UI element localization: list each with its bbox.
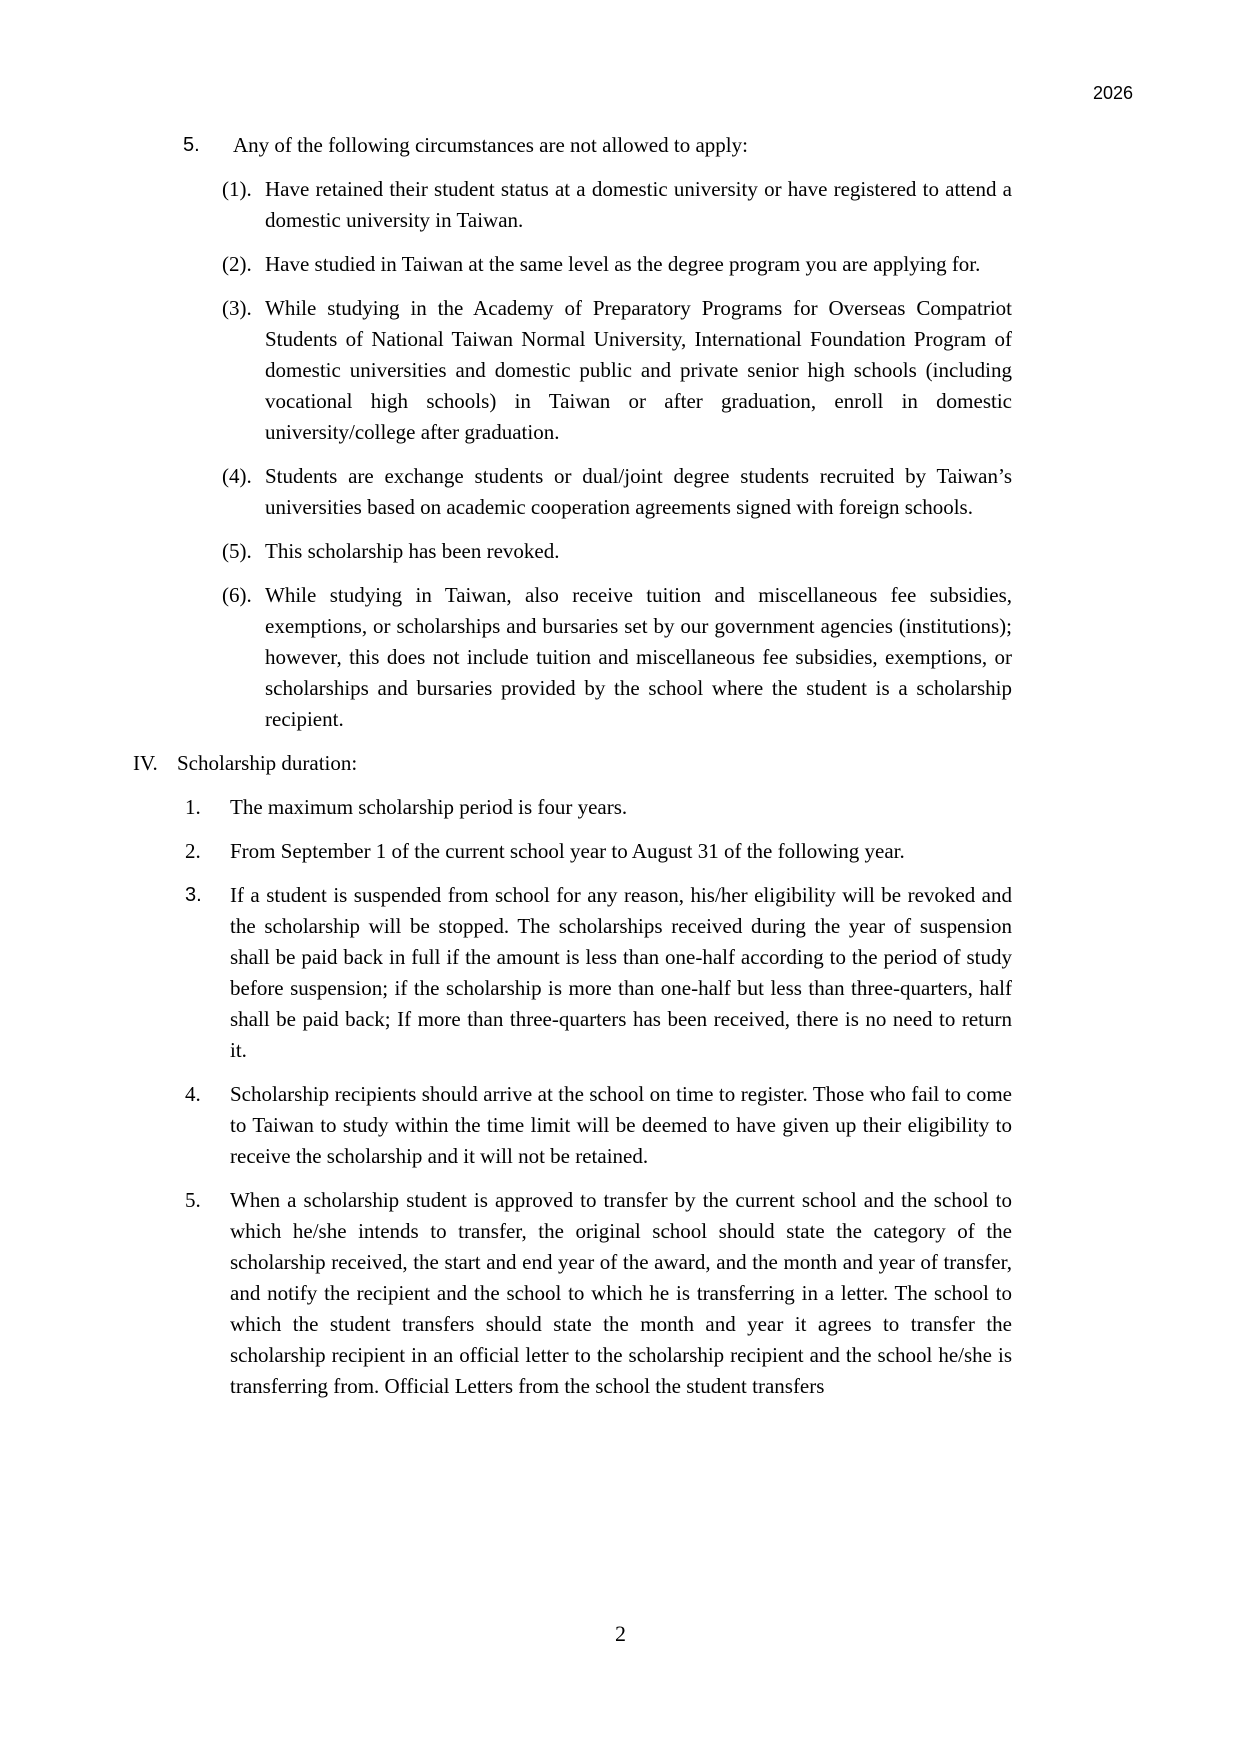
sub-item-3-text: While studying in the Academy of Preparatory Programs for Overseas Compatriot Students of National Taiwan Normal University, International Foundation Program of domestic universities and domestic public and private senior high schools (including vocational high schools) in Taiwan or after graduation, enroll in domestic university/college after graduation. (265, 296, 1012, 444)
iv-item-3 (185, 880, 1012, 1066)
iv-item-3-marker: 3. (185, 884, 202, 906)
iv-item-2-text: From September 1 of the current school year to August 31 of the following year. (230, 839, 905, 863)
sub-item-5-text: This scholarship has been revoked. (265, 539, 560, 563)
sub-item-3 (222, 293, 1012, 448)
section-iv-heading (133, 748, 1012, 779)
iv-item-4-text: Scholarship recipients should arrive at the school on time to register. Those who fail to come to Taiwan to study within the time limit will be deemed to have given up their eligibility to receive the scholarship and it will not be retained. (230, 1082, 1012, 1168)
sub-item-2-marker: (2). (222, 252, 252, 276)
list-item-5 (183, 130, 1012, 161)
sub-item-5 (222, 536, 1012, 567)
iv-item-1-text: The maximum scholarship period is four years. (230, 795, 628, 819)
sub-item-1 (222, 174, 1012, 236)
sub-item-3-marker: (3). (222, 296, 252, 320)
iv-item-2 (185, 836, 1012, 867)
iv-item-5 (185, 1185, 1012, 1402)
sub-item-6-marker: (6). (222, 583, 252, 607)
list-item-5-text: Any of the following circumstances are not allowed to apply: (233, 133, 748, 157)
iv-item-2-marker: 2. (185, 839, 201, 863)
iv-item-4-marker: 4. (185, 1082, 201, 1106)
iv-item-5-marker: 5. (185, 1188, 201, 1212)
iv-item-3-text: If a student is suspended from school for any reason, his/her eligibility will be revoked and the scholarship will be stopped. The scholarships received during the year of suspension shall be paid back in full if the amount is less than one-half according to the period of study before suspension; if the scholarship is more than one-half but less than three-quarters, half shall be paid back; If more than three-quarters has been received, there is no need to return it. (230, 883, 1012, 1062)
sub-item-2-text: Have studied in Taiwan at the same level as the degree program you are applying for. (265, 252, 981, 276)
sub-item-4-marker: (4). (222, 464, 252, 488)
sub-item-6 (222, 580, 1012, 735)
section-iv-title: Scholarship duration: (177, 751, 358, 775)
iv-item-4 (185, 1079, 1012, 1172)
header-year: 2026 (1092, 83, 1133, 103)
iv-item-5-text: When a scholarship student is approved to transfer by the current school and the school to which he/she intends to transfer, the original school should state the category of the scholarship received, the start and end year of the award, and the month and year of transfer, and notify the recipient and the school to which he is transferring in a letter. The school to which the student transfers should state the month and year it agrees to transfer the scholarship recipient in an official letter to the scholarship recipient and the school he/she is transferring from. Official Letters from the school the student transfers (230, 1188, 1012, 1398)
sub-item-2 (222, 249, 1012, 280)
iv-item-1-marker: 1. (185, 795, 201, 819)
footer-page-number: 2 (615, 1621, 626, 1646)
section-iv-marker: IV. (133, 751, 158, 775)
document-body (133, 130, 1012, 1415)
sub-item-1-text: Have retained their student status at a domestic university or have registered to attend a domestic university in Taiwan. (265, 177, 1012, 232)
sub-item-1-marker: (1). (222, 177, 252, 201)
sub-item-5-marker: (5). (222, 539, 252, 563)
list-item-5-marker: 5. (183, 134, 200, 156)
sub-item-4-text: Students are exchange students or dual/joint degree students recruited by Taiwan’s universities based on academic cooperation agreements signed with foreign schools. (265, 464, 1012, 519)
iv-item-1 (185, 792, 1012, 823)
sub-item-6-text: While studying in Taiwan, also receive tuition and miscellaneous fee subsidies, exemptions, or scholarships and bursaries set by our government agencies (institutions); however, this does not include tuition and miscellaneous fee subsidies, exemptions, or scholarships and bursaries provided by the school where the student is a scholarship recipient. (265, 583, 1012, 731)
sub-item-4 (222, 461, 1012, 523)
